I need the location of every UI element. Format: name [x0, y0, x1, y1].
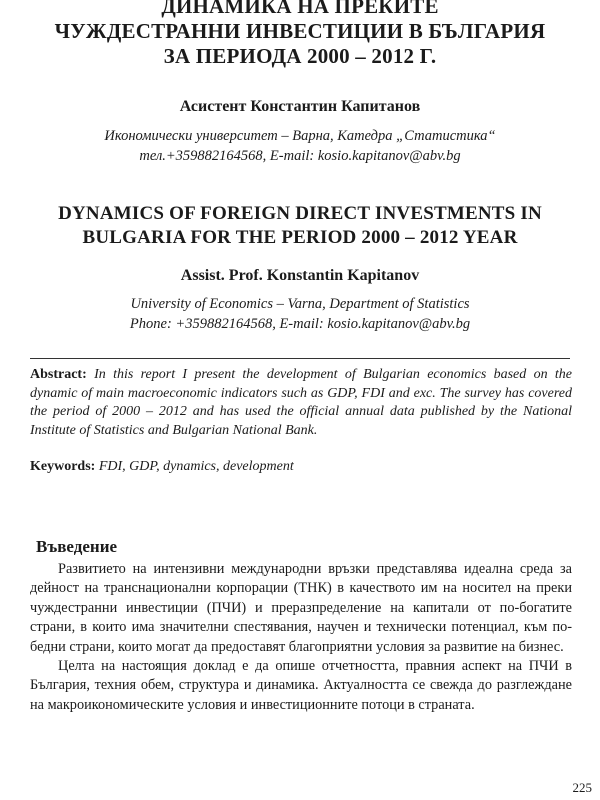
bulgarian-affiliation: Икономически университет – Варна, Катедра „Статистика“ [104, 128, 496, 144]
bulgarian-title-line: ДИНАМИКА НА ПРЕКИТЕ [161, 0, 439, 18]
section-divider [30, 358, 570, 359]
abstract-text: In this report I present the development of Bulgarian economics based on the dynamic of main macroeconomic indicators such as GDP, FDI and exc. The survey has covered the period of 2000 – 2012 and has used the official annual data published by the National Institute of Statistics and Bulgarian National Bank. [30, 367, 573, 438]
abstract-label: Abstract: [30, 367, 87, 382]
bulgarian-title [0, 0, 600, 69]
keywords [30, 458, 572, 477]
english-affiliation: University of Economics – Varna, Department of Statistics [130, 296, 470, 312]
keywords-text: FDI, GDP, dynamics, development [98, 459, 294, 474]
keywords-label: Keywords: [30, 459, 96, 474]
section-heading-introduction: Въведение [36, 537, 118, 556]
page-number: 225 [572, 780, 592, 795]
bulgarian-contact: тел.+359882164568, E-mail: kosio.kapitanov@abv.bg [139, 148, 461, 164]
bulgarian-author: Асистент Константин Капитанов [179, 98, 421, 115]
bulgarian-title-line: ЗА ПЕРИОДА 2000 – 2012 Г. [163, 44, 437, 68]
bulgarian-affiliation-block [0, 126, 600, 166]
english-contact: Phone: +359882164568, E-mail: kosio.kapitanov@abv.bg [129, 316, 471, 332]
english-title-line: BULGARIA FOR THE PERIOD 2000 – 2012 YEAR [82, 227, 518, 248]
english-title [0, 202, 600, 250]
english-affiliation-block [0, 294, 600, 334]
english-author: Assist. Prof. Konstantin Kapitanov [180, 267, 420, 284]
bulgarian-title-line: ЧУЖДЕСТРАННИ ИНВЕСТИЦИИ В БЪЛГАРИЯ [54, 19, 546, 43]
english-title-line: DYNAMICS OF FOREIGN DIRECT INVESTMENTS IN [58, 203, 542, 224]
body-paragraph: Развитието на интензивни международни връзки представлява идеална среда за дейност на транснационални корпорации (ТНК) в качеството им на носител на преки чуждестранни инвестиции (ПЧИ) и преразпределение на капитали от по-богатите страни, в които има значителни спестявания, научен и технически потенциал, към по-бедни страни, които могат да предоставят благоприятни условия за развитие на бизнес. [30, 561, 572, 655]
abstract [30, 366, 572, 440]
body-paragraph: Целта на настоящия доклад е да опише отчетността, правния аспект на ПЧИ в България, техния обем, структура и динамика. Актуалността се свежда до разглеждане на макроикономическите условия и инвестиционните потоци в страната. [30, 658, 572, 713]
introduction-body [30, 560, 572, 715]
